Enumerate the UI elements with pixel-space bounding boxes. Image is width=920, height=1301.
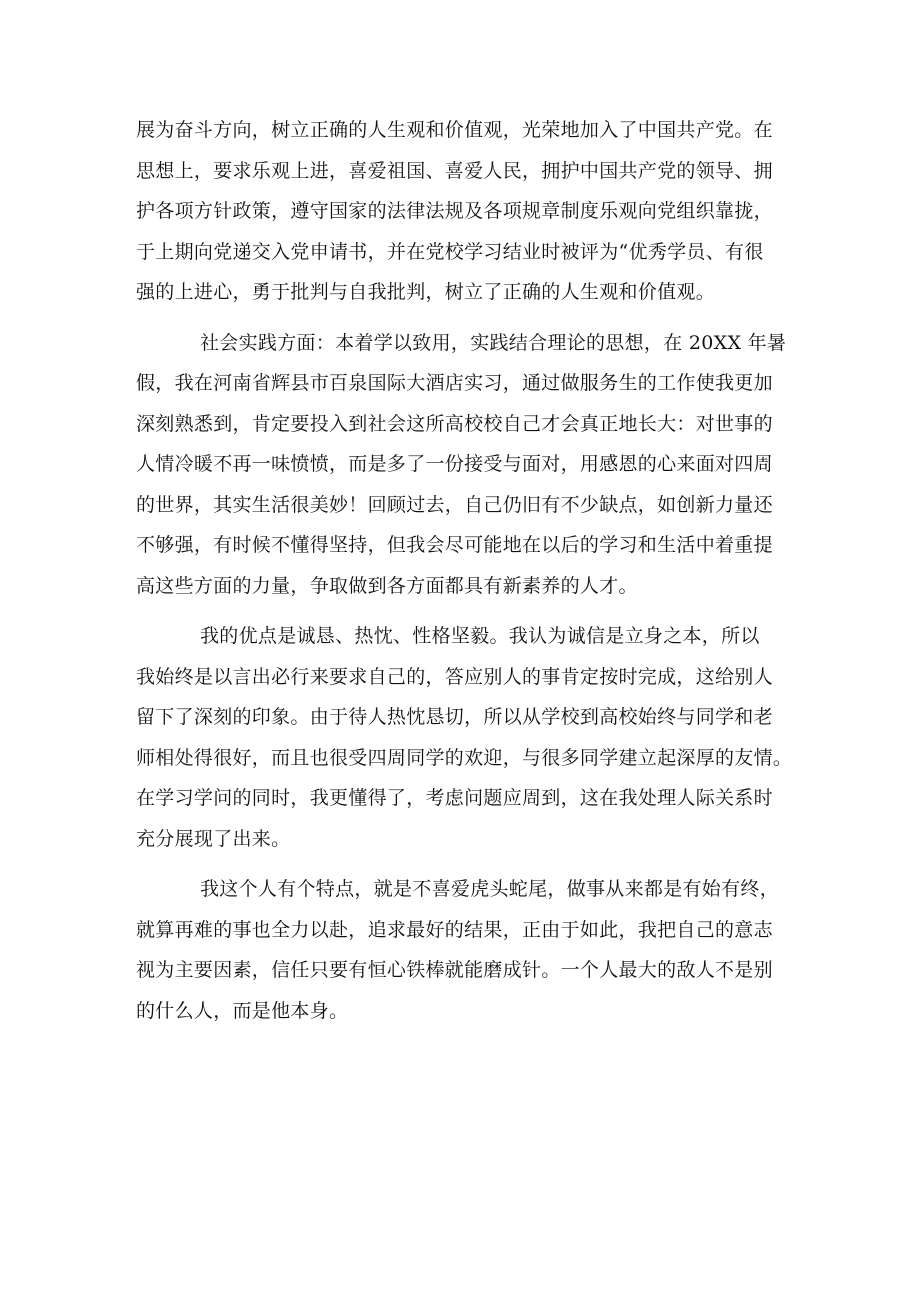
paragraph-strengths bbox=[136, 616, 800, 859]
text-line: 就算再难的事也全力以赴，追求最好的结果，正由于如此，我把自己的意志 bbox=[136, 918, 773, 941]
text-line: 人情冷暖不再一味愤愤，而是多了一份接受与面对，用感恩的心来面对四周 bbox=[136, 453, 773, 475]
text-line: 的世界，其实生活很美妙！回顾过去，自己仍旧有不少缺点，如创新力量还 bbox=[136, 493, 773, 516]
text-line: 思想上，要求乐观上进，喜爱祖国、喜爱人民，拥护中国共产党的领导、拥 bbox=[136, 159, 773, 182]
text-line: 我始终是以言出必行来要求自己的，答应别人的事肯定按时完成，这给别人 bbox=[136, 665, 773, 688]
text-line: 深刻熟悉到，肯定要投入到社会这所高校校自己才会真正地长大：对世事的 bbox=[136, 412, 773, 435]
text-line: 我这个人有个特点，就是不喜爱虎头蛇尾，做事从来都是有始有终， bbox=[200, 878, 780, 900]
text-line: 我的优点是诚恳、热忱、性格坚毅。我认为诚信是立身之本，所以 bbox=[200, 625, 760, 647]
text-line: 于上期向党递交入党申请书，并在党校学习结业时被评为“优秀学员、有很 bbox=[136, 240, 764, 263]
paragraph-character bbox=[136, 869, 800, 1031]
text-line: 高这些方面的力量，争取做到各方面都具有新素养的人才。 bbox=[136, 574, 638, 597]
text-line: 社会实践方面：本着学以致用，实践结合理论的思想，在 20XX 年暑 bbox=[200, 331, 787, 354]
text-line: 在学习学问的同时，我更懂得了，考虑问题应周到，这在我处理人际关系时 bbox=[136, 787, 773, 809]
paragraph-social-practice bbox=[136, 323, 800, 607]
text-line: 展为奋斗方向，树立正确的人生观和价值观，光荣地加入了中国共产党。在 bbox=[136, 119, 773, 141]
text-line: 视为主要因素，信任只要有恒心铁棒就能磨成针。一个人最大的敌人不是别 bbox=[136, 959, 773, 981]
text-line: 师相处得很好，而且也很受四周同学的欢迎，与很多同学建立起深厚的友情。 bbox=[136, 746, 793, 769]
text-line: 留下了深刻的印象。由于待人热忱恳切，所以从学校到高校始终与同学和老 bbox=[136, 706, 773, 728]
text-line: 不够强，有时候不懂得坚持，但我会尽可能地在以后的学习和生活中着重提 bbox=[136, 534, 773, 556]
text-line: 强的上进心，勇于批判与自我批判，树立了正确的人生观和价值观。 bbox=[136, 281, 716, 303]
text-line: 充分展现了出来。 bbox=[136, 827, 291, 850]
document-body bbox=[136, 110, 800, 1041]
text-line: 护各项方针政策，遵守国家的法律法规及各项规章制度乐观向党组织靠拢， bbox=[136, 200, 773, 222]
text-line: 假，我在河南省辉县市百泉国际大酒店实习，通过做服务生的工作使我更加 bbox=[136, 372, 773, 394]
paragraph-party-membership bbox=[136, 110, 800, 313]
text-line: 的什么人，而是他本身。 bbox=[136, 999, 349, 1022]
